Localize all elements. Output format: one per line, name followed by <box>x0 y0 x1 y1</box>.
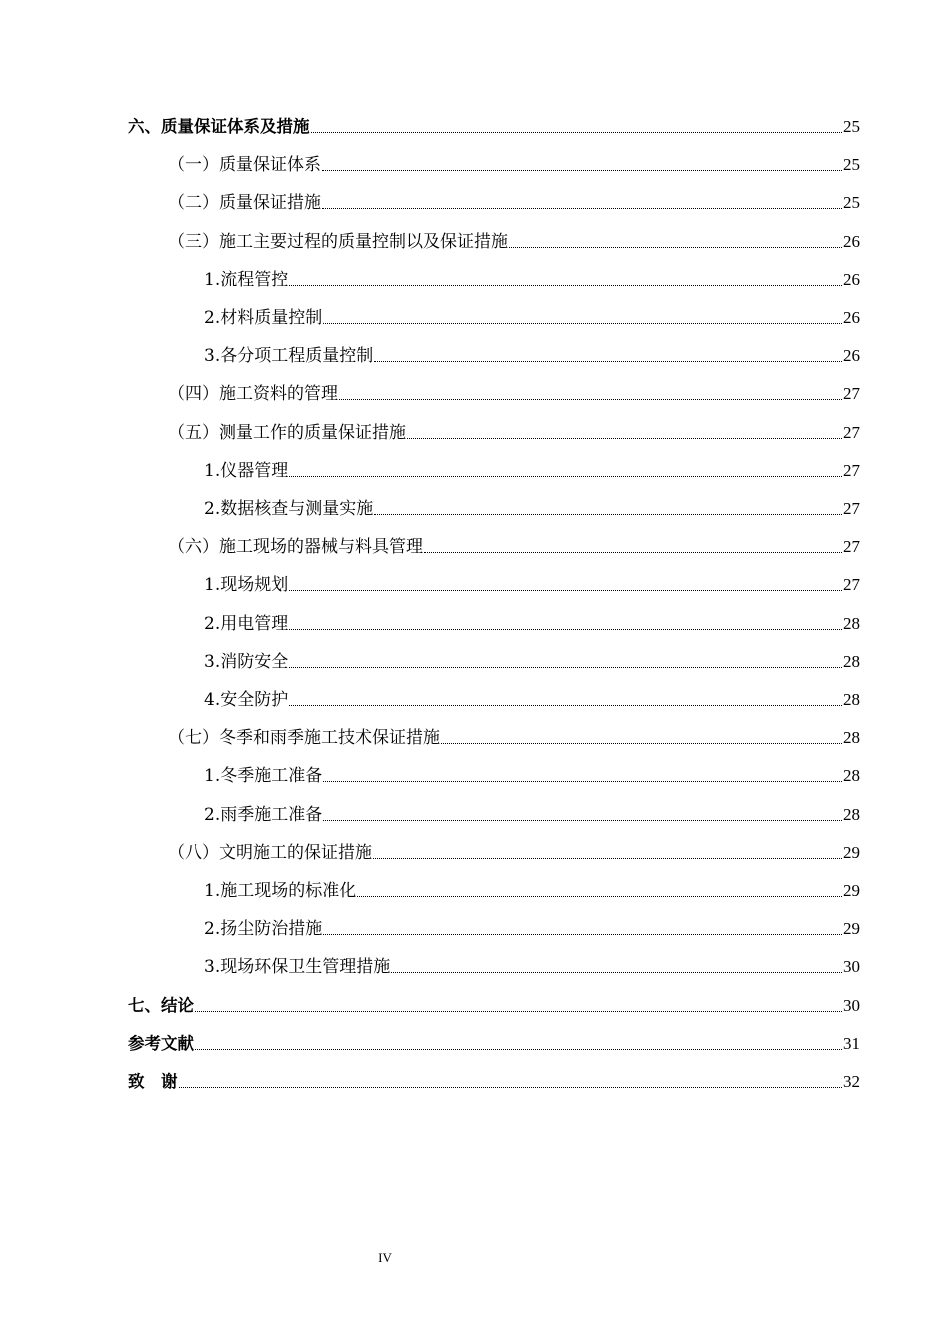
toc-entry-label: （五）测量工作的质量保证措施 <box>168 422 406 443</box>
toc-entry-page: 29 <box>843 919 860 939</box>
toc-entry[interactable] <box>204 914 860 940</box>
toc-dot-leader <box>289 476 842 477</box>
toc-dot-leader <box>374 361 842 362</box>
toc-entry-label: 1.现场规划 <box>204 575 289 596</box>
toc-entry-page: 27 <box>843 422 860 442</box>
toc-dot-leader <box>323 820 842 821</box>
toc-entry-label: 2.数据核查与测量实施 <box>204 499 374 519</box>
toc-entry-label: 3.各分项工程质量控制 <box>204 346 374 367</box>
toc-entry[interactable] <box>168 723 860 749</box>
toc-entry-label: 2.扬尘防治措施 <box>204 919 323 940</box>
toc-dot-leader <box>407 438 842 439</box>
toc-entry[interactable] <box>168 418 860 444</box>
toc-dot-leader <box>509 247 842 248</box>
toc-entry-page: 25 <box>843 193 860 213</box>
toc-entry-label: 六、质量保证体系及措施 <box>128 117 310 136</box>
toc-entry-label: 3.现场环保卫生管理措施 <box>204 957 391 978</box>
toc-dot-leader <box>391 972 842 973</box>
toc-dot-leader <box>322 170 842 171</box>
toc-entry-page: 27 <box>843 499 860 518</box>
toc-dot-leader <box>289 705 842 706</box>
toc-dot-leader <box>441 743 842 744</box>
toc-dot-leader <box>289 667 842 668</box>
toc-entry[interactable] <box>204 685 860 711</box>
toc-entry[interactable] <box>168 227 860 253</box>
toc-dot-leader <box>195 1011 842 1012</box>
toc-entry-label: （二）质量保证措施 <box>168 193 321 214</box>
toc-entry[interactable] <box>204 876 860 902</box>
toc-entry-label: 致 谢 <box>128 1072 178 1091</box>
toc-dot-leader <box>322 208 842 209</box>
toc-entry-page: 28 <box>843 613 860 633</box>
toc-entry[interactable] <box>168 150 860 176</box>
toc-entry-page: 27 <box>843 384 860 404</box>
toc-entry[interactable] <box>128 1029 860 1055</box>
toc-entry[interactable] <box>204 494 860 520</box>
toc-entry[interactable] <box>128 991 860 1017</box>
toc-entry-page: 27 <box>843 575 860 595</box>
toc-entry-page: 28 <box>843 804 860 824</box>
toc-dot-leader <box>323 934 842 935</box>
toc-entry-page: 28 <box>843 690 860 709</box>
toc-entry-label: 参考文献 <box>128 1033 194 1053</box>
toc-dot-leader <box>373 858 842 859</box>
page-number: IV <box>378 1250 392 1265</box>
toc-entry-label: 3.消防安全 <box>204 651 289 672</box>
toc-entry-page: 30 <box>843 957 860 977</box>
toc-entry-page: 30 <box>843 995 860 1015</box>
toc-entry[interactable] <box>204 303 860 329</box>
toc-entry[interactable] <box>168 379 860 405</box>
toc-entry[interactable] <box>204 265 860 291</box>
toc-entry-label: 2.材料质量控制 <box>204 308 323 328</box>
toc-dot-leader <box>424 552 842 553</box>
toc-entry-page: 29 <box>843 842 860 862</box>
toc-entry-label: 4.安全防护 <box>204 690 289 710</box>
toc-entry-label: （三）施工主要过程的质量控制以及保证措施 <box>168 231 508 252</box>
toc-entry-page: 27 <box>843 460 860 480</box>
toc-entry-page: 25 <box>843 117 860 136</box>
toc-dot-leader <box>339 399 842 400</box>
toc-entry-label: 2.用电管理 <box>204 613 289 634</box>
toc-entry-page: 28 <box>843 728 860 748</box>
toc-dot-leader <box>179 1087 843 1088</box>
toc-dot-leader <box>289 590 842 591</box>
toc-entry-label: （七）冬季和雨季施工技术保证措施 <box>168 728 440 749</box>
toc-entry-label: 2.雨季施工准备 <box>204 804 323 825</box>
toc-entry-label: （四）施工资料的管理 <box>168 384 338 405</box>
toc-entry-page: 26 <box>843 308 860 327</box>
toc-entry-page: 26 <box>843 231 860 251</box>
toc-entry[interactable] <box>128 1067 860 1093</box>
toc-entry[interactable] <box>168 838 860 864</box>
toc-entry-label: 1.流程管控 <box>204 269 289 290</box>
toc-entry-label: 1.冬季施工准备 <box>204 766 323 787</box>
toc-entry-label: 1.施工现场的标准化 <box>204 881 357 901</box>
toc-dot-leader <box>357 896 842 897</box>
toc-dot-leader <box>374 514 842 515</box>
toc-entry-label: （一）质量保证体系 <box>168 155 321 176</box>
toc-entry[interactable] <box>204 952 860 978</box>
toc-entry-page: 25 <box>843 155 860 175</box>
toc-dot-leader <box>311 132 843 133</box>
toc-entry-page: 27 <box>843 537 860 557</box>
toc-entry[interactable] <box>204 456 860 482</box>
toc-entry-label: 七、结论 <box>128 995 194 1015</box>
toc-entry[interactable] <box>128 112 860 138</box>
toc-entry[interactable] <box>204 800 860 826</box>
toc-entry[interactable] <box>204 570 860 596</box>
toc-entry[interactable] <box>204 341 860 367</box>
toc-dot-leader <box>323 323 842 324</box>
toc-entry-page: 31 <box>843 1033 860 1053</box>
toc-dot-leader <box>323 781 842 782</box>
toc-entry-page: 28 <box>843 651 860 671</box>
toc-entry-page: 26 <box>843 346 860 366</box>
toc-entry-label: （六）施工现场的器械与料具管理 <box>168 537 423 558</box>
toc-entry[interactable] <box>204 761 860 787</box>
toc-entry[interactable] <box>204 609 860 635</box>
toc-entry-label: （八）文明施工的保证措施 <box>168 842 372 863</box>
toc-dot-leader <box>195 1049 842 1050</box>
toc-entry-page: 26 <box>843 269 860 289</box>
toc-entry-page: 32 <box>843 1072 860 1091</box>
toc-dot-leader <box>289 285 842 286</box>
toc-entry[interactable] <box>168 188 860 214</box>
toc-entry-label: 1.仪器管理 <box>204 460 289 481</box>
toc-dot-leader <box>289 629 842 630</box>
toc-entry[interactable] <box>168 532 860 558</box>
toc-entry-page: 29 <box>843 881 860 900</box>
toc-entry-page: 28 <box>843 766 860 786</box>
toc-entry[interactable] <box>204 647 860 673</box>
